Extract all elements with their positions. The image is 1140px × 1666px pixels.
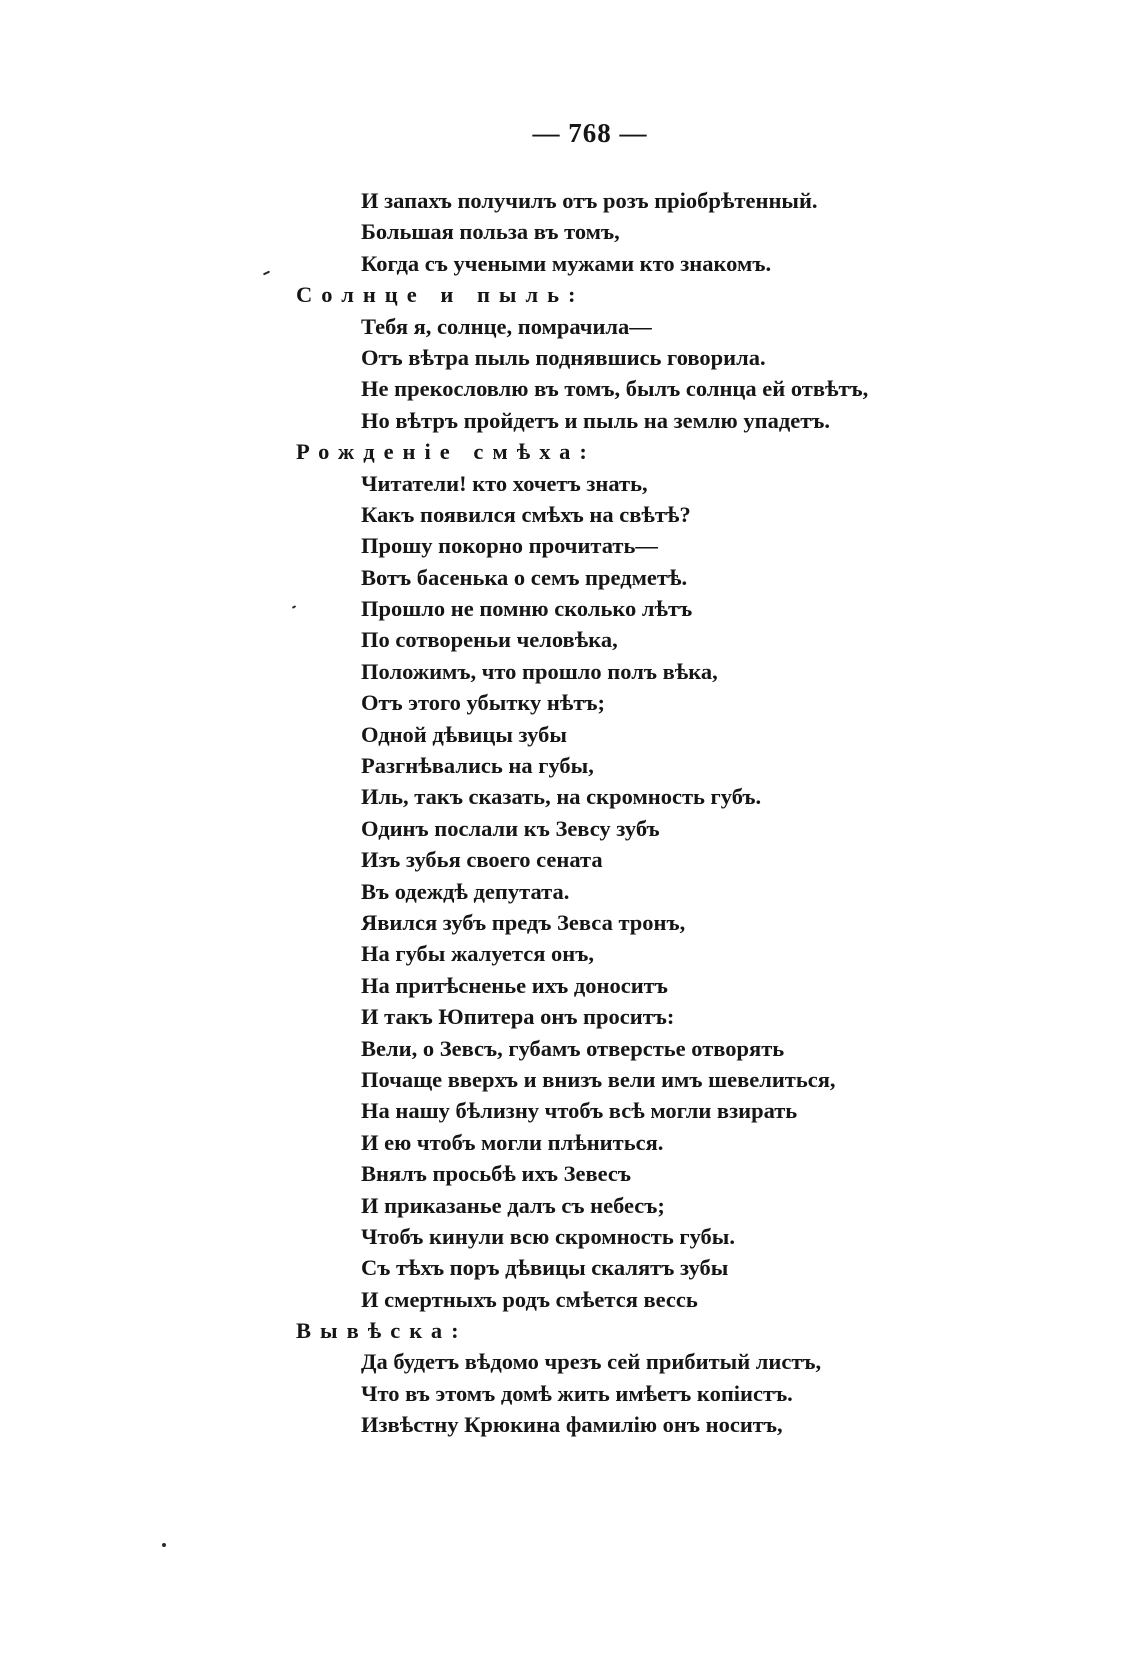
verse-line: Прошу покорно прочитать— (361, 533, 658, 559)
verse-line: Когда съ учеными мужами кто знакомъ. (361, 250, 772, 276)
verse-line: Да будетъ вѣдомо чрезъ сей прибитый листъ, (361, 1349, 822, 1375)
verse-line: Отъ вѣтра пыль поднявшись говорила. (361, 344, 766, 370)
verse-line: Что въ этомъ домѣ жить имѣетъ копіистъ. (361, 1380, 793, 1406)
section-heading: Вывѣска: (296, 1318, 468, 1344)
verse-line: Разгнѣвались на губы, (361, 753, 594, 779)
verse-line: Отъ этого убытку нѣтъ; (361, 690, 606, 716)
verse-line: Почаще вверхъ и внизъ вели имъ шевелиться, (361, 1066, 836, 1092)
verse-line: Вотъ басенька о семъ предметѣ. (361, 564, 688, 590)
verse-line: Съ тѣхъ поръ дѣвицы скалятъ зубы (361, 1255, 729, 1281)
section-heading: Рожденіе смѣха: (296, 439, 596, 465)
verse-line: По сотвореньи человѣка, (361, 627, 618, 653)
page-number: — 768 — (532, 118, 648, 148)
verse-line: И такъ Юпитера онъ проситъ: (361, 1004, 675, 1030)
verse-line: И смертныхъ родъ смѣется вессь (361, 1286, 698, 1312)
verse-line: И запахъ получилъ отъ розъ пріобрѣтенный. (361, 188, 818, 213)
verse-line: На притѣсненье ихъ доноситъ (361, 972, 668, 998)
section-heading: Солнце и пыль: (296, 282, 585, 308)
verse-line: Изъ зубья своего сената (361, 847, 603, 873)
verse-line: Большая польза въ томъ, (361, 219, 620, 245)
verse-line: Въ одеждѣ депутата. (361, 878, 570, 904)
verse-line: Не прекословлю въ томъ, былъ солнца ей отвѣтъ, (361, 376, 869, 402)
verse-line: Вели, о Зевсъ, губамъ отверстье отворять (361, 1035, 785, 1061)
verse-line: Извѣстну Крюкина фамилію онъ носитъ, (361, 1412, 783, 1438)
verse-line: Положимъ, что прошло полъ вѣка, (361, 658, 718, 684)
verse-line: И ею чтобъ могли плѣниться. (361, 1129, 664, 1155)
verse-line: Прошло не помню сколько лѣтъ (361, 596, 693, 622)
verse-line: Внялъ просьбѣ ихъ Зевесъ (361, 1161, 631, 1187)
verse-line: Но вѣтръ пройдетъ и пыль на землю упадетъ. (361, 407, 830, 433)
verse-line: Чтобъ кинули всю скромность губы. (361, 1223, 735, 1249)
verse-line: На нашу бѣлизну чтобъ всѣ могли взирать (361, 1098, 798, 1124)
scan-speck (162, 1543, 166, 1547)
verse-line: Тебя я, солнце, помрачила— (361, 313, 652, 339)
verse-line: Читатели! кто хочетъ знать, (361, 470, 648, 496)
verse-line: Какъ появился смѣхъ на свѣтѣ? (361, 501, 691, 527)
verse-line: Одной дѣвицы зубы (361, 721, 567, 747)
verse-line: Явился зубъ предъ Зевса тронъ, (361, 909, 686, 935)
verse-line: На губы жалуется онъ, (361, 941, 594, 967)
verse-line: Одинъ послали къ Зевсу зубъ (361, 815, 660, 841)
poem-text (0, 185, 1140, 1441)
verse-line: И приказанье далъ съ небесъ; (361, 1192, 665, 1218)
verse-line: Иль, такъ сказать, на скромность губъ. (361, 784, 762, 810)
